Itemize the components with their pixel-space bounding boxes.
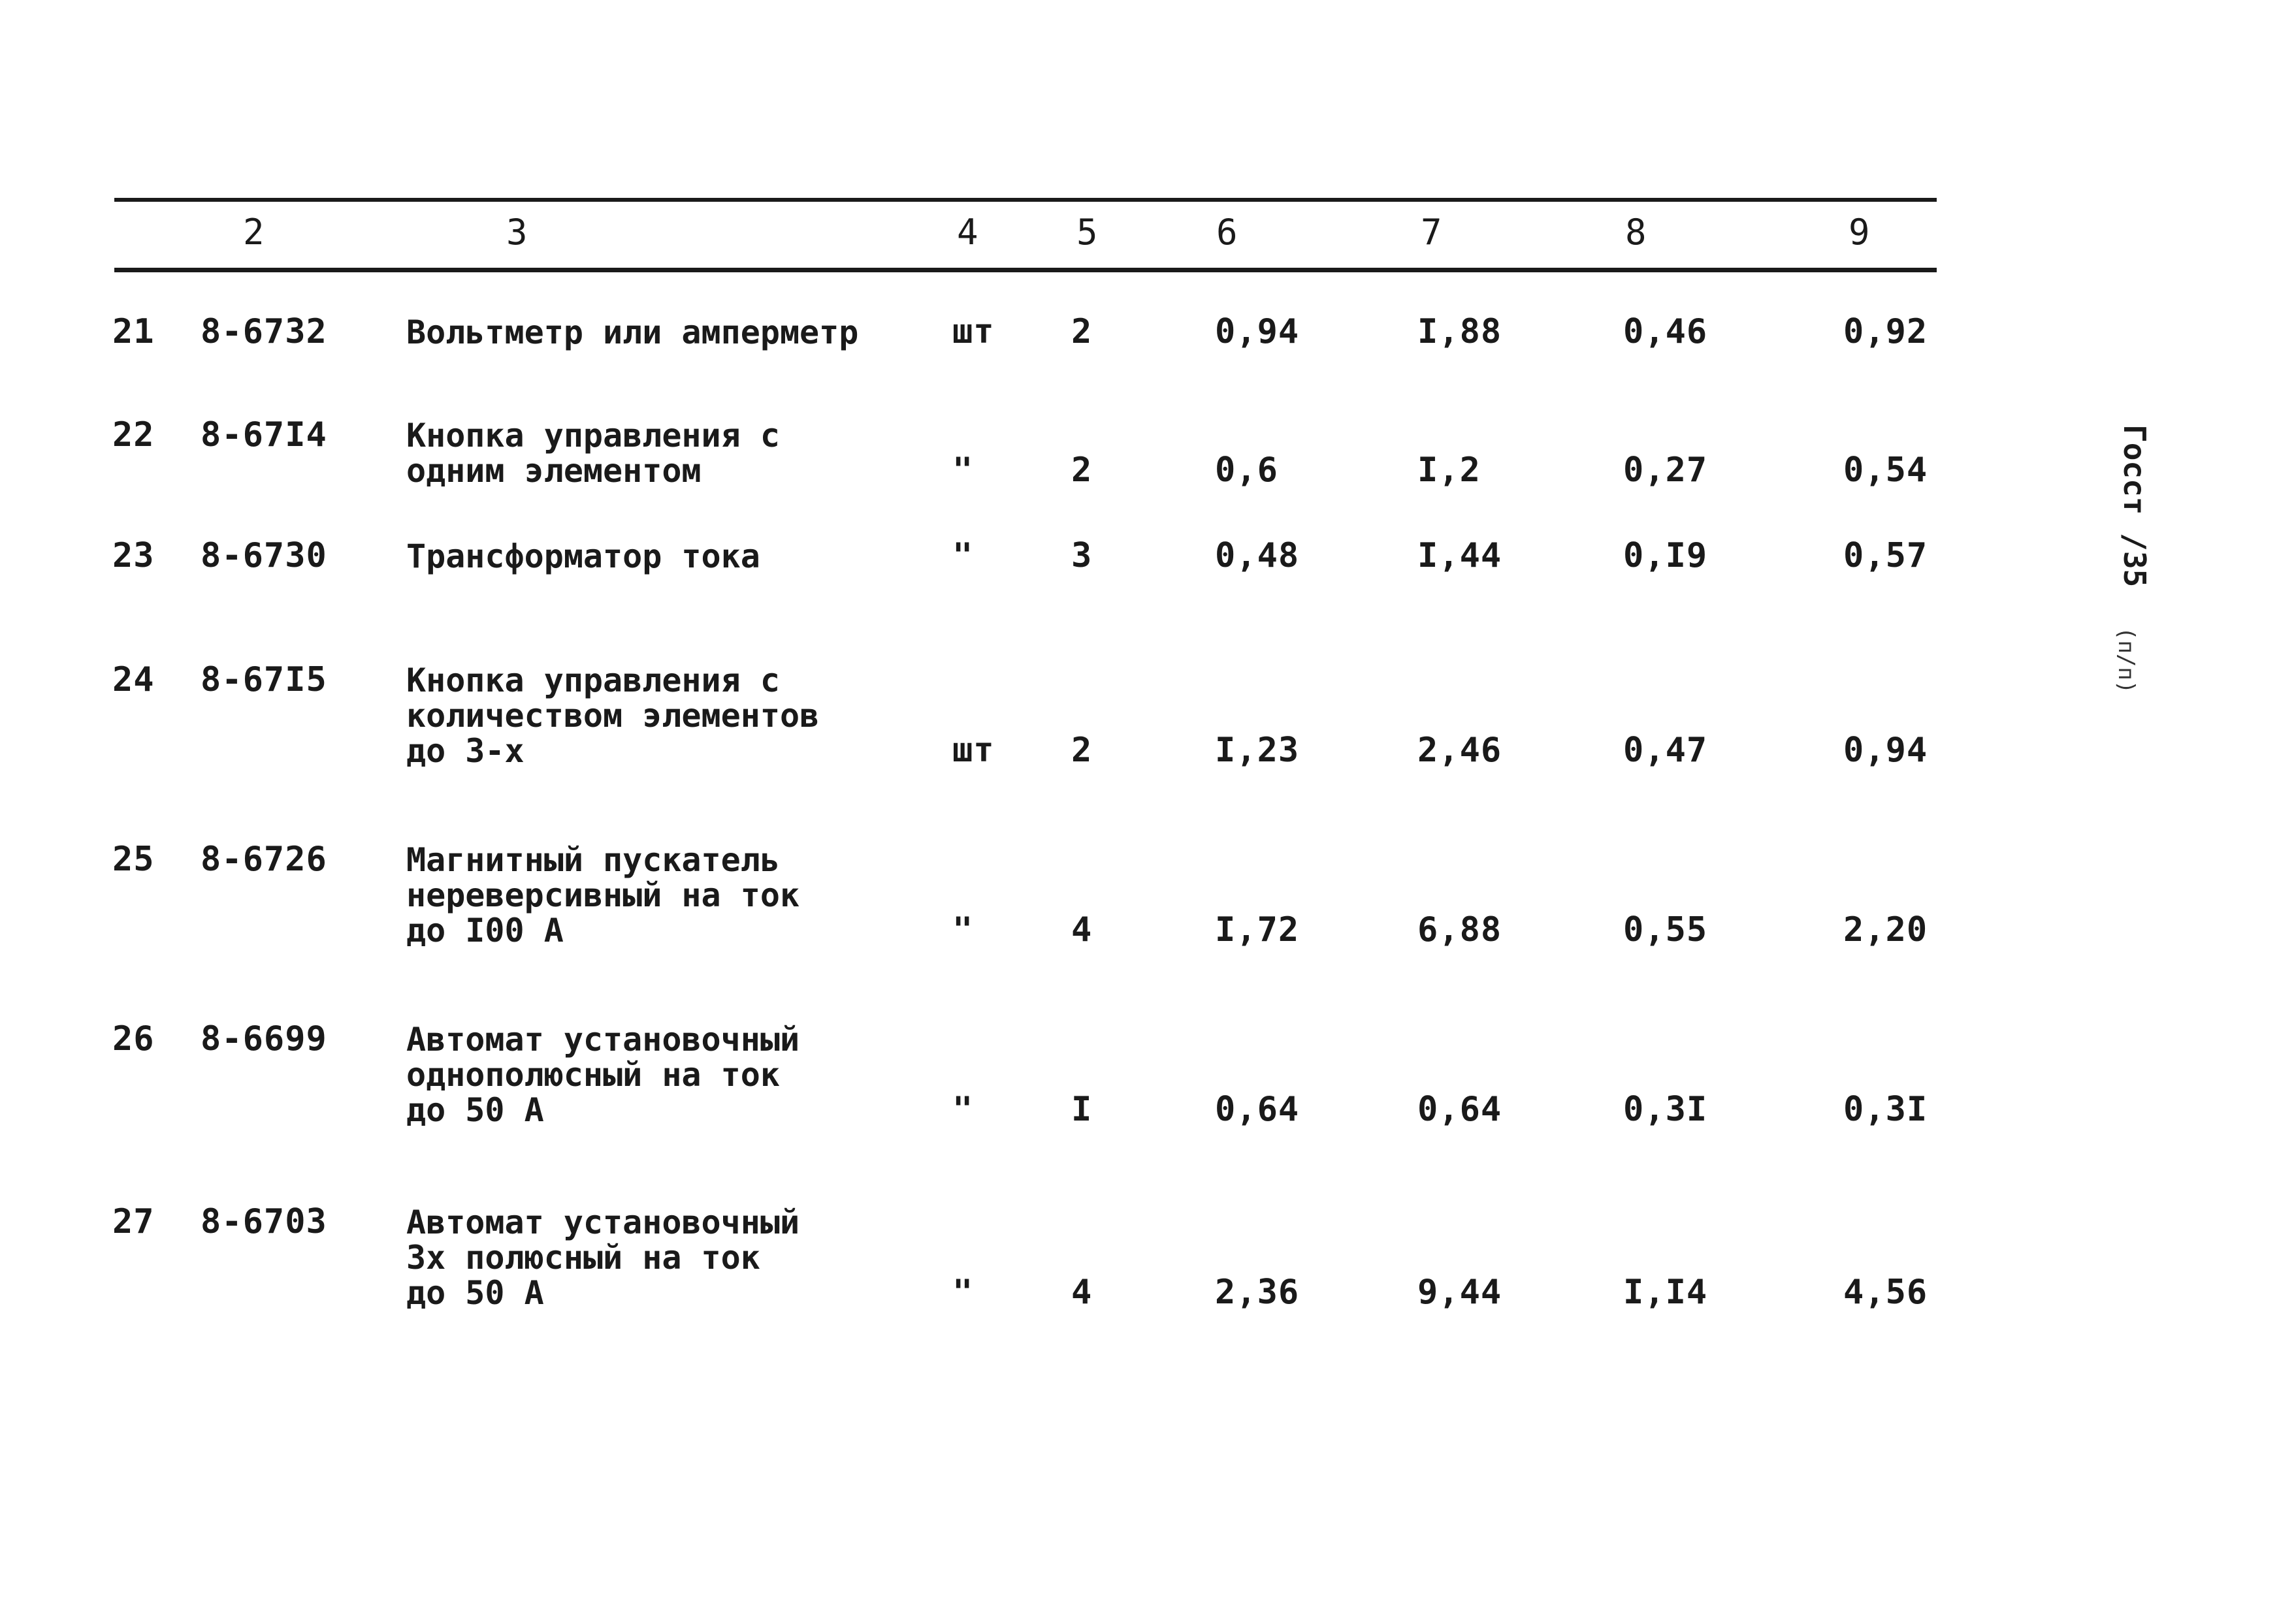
row-value-col7: I,2 [1417, 451, 1481, 490]
row-description-line: Автомат установочный [406, 1203, 800, 1241]
row-code: 8-6726 [201, 840, 327, 879]
column-header-2: 2 [243, 212, 265, 253]
row-number: 25 [112, 840, 155, 879]
row-quantity: 3 [1071, 536, 1093, 575]
row-description-line: Кнопка управления с [406, 661, 780, 699]
row-value-col8: 0,47 [1623, 731, 1708, 770]
row-description-line: до 50 А [406, 1091, 544, 1129]
row-value-col7: I,88 [1417, 312, 1502, 351]
row-value-col9: 4,56 [1843, 1273, 1928, 1312]
row-description-line: нереверсивный на ток [406, 876, 800, 914]
row-value-col8: 0,3I [1623, 1090, 1708, 1129]
row-code: 8-6730 [201, 536, 327, 575]
row-number: 21 [112, 312, 155, 351]
row-value-col8: 0,46 [1623, 312, 1708, 351]
row-description-line: однополюсный на ток [406, 1056, 780, 1094]
row-value-col7: I,44 [1417, 536, 1502, 575]
row-value-col7: 6,88 [1417, 910, 1502, 949]
row-code: 8-67I4 [201, 415, 327, 454]
row-code: 8-6699 [201, 1019, 327, 1059]
row-value-col8: 0,27 [1623, 451, 1708, 490]
row-value-col8: I,I4 [1623, 1273, 1708, 1312]
row-value-col8: 0,55 [1623, 910, 1708, 949]
column-header-3: 3 [506, 212, 528, 253]
side-stamp-sub: (п/п) [2113, 627, 2139, 694]
row-unit: " [952, 536, 974, 575]
row-unit: " [952, 1090, 974, 1129]
row-value-col6: 0,48 [1215, 536, 1300, 575]
row-value-col9: 0,94 [1843, 731, 1928, 770]
row-value-col6: I,72 [1215, 910, 1300, 949]
row-unit: шт [952, 312, 995, 351]
row-description-line: до I00 А [406, 912, 564, 949]
row-quantity: 2 [1071, 312, 1093, 351]
column-header-8: 8 [1625, 212, 1647, 253]
row-value-col9: 0,57 [1843, 536, 1928, 575]
row-quantity: 2 [1071, 451, 1093, 490]
column-header-9: 9 [1849, 212, 1871, 253]
row-description-line: количеством элементов [406, 697, 820, 735]
row-number: 27 [112, 1202, 155, 1241]
row-description-line: Вольтметр или амперметр [406, 313, 859, 351]
row-unit: шт [952, 731, 995, 770]
row-code: 8-6732 [201, 312, 327, 351]
table-top-rule [114, 198, 1937, 202]
row-value-col9: 0,54 [1843, 451, 1928, 490]
row-description-line: Трансформатор тока [406, 537, 760, 575]
row-description-line: Кнопка управления с [406, 417, 780, 454]
row-description-line: Магнитный пускатель [406, 841, 780, 879]
row-description-line: до 3-х [406, 732, 525, 770]
row-unit: " [952, 451, 974, 490]
row-value-col6: 0,64 [1215, 1090, 1300, 1129]
row-code: 8-67I5 [201, 660, 327, 699]
row-number: 23 [112, 536, 155, 575]
row-value-col7: 0,64 [1417, 1090, 1502, 1129]
row-description-line: 3х полюсный на ток [406, 1239, 760, 1277]
row-unit: " [952, 1273, 974, 1312]
row-value-col9: 0,3I [1843, 1090, 1928, 1129]
column-header-7: 7 [1421, 212, 1443, 253]
column-header-6: 6 [1216, 212, 1238, 253]
row-number: 22 [112, 415, 155, 454]
row-quantity: 4 [1071, 910, 1093, 949]
row-value-col7: 2,46 [1417, 731, 1502, 770]
row-value-col6: I,23 [1215, 731, 1300, 770]
row-value-col6: 0,6 [1215, 451, 1278, 490]
row-unit: " [952, 910, 974, 949]
row-quantity: 4 [1071, 1273, 1093, 1312]
row-value-col6: 2,36 [1215, 1273, 1300, 1312]
side-stamp: Госст /35 [2117, 424, 2152, 588]
row-code: 8-6703 [201, 1202, 327, 1241]
row-value-col7: 9,44 [1417, 1273, 1502, 1312]
column-header-5: 5 [1076, 212, 1099, 253]
column-header-4: 4 [957, 212, 979, 253]
row-number: 26 [112, 1019, 155, 1059]
row-value-col9: 2,20 [1843, 910, 1928, 949]
row-number: 24 [112, 660, 155, 699]
row-description-line: Автомат установочный [406, 1021, 800, 1059]
row-value-col9: 0,92 [1843, 312, 1928, 351]
row-value-col6: 0,94 [1215, 312, 1300, 351]
table-header-rule [114, 268, 1937, 272]
row-description-line: до 50 А [406, 1274, 544, 1312]
row-value-col8: 0,I9 [1623, 536, 1708, 575]
row-quantity: 2 [1071, 731, 1093, 770]
row-description-line: одним элементом [406, 452, 702, 490]
row-quantity: I [1071, 1090, 1093, 1129]
